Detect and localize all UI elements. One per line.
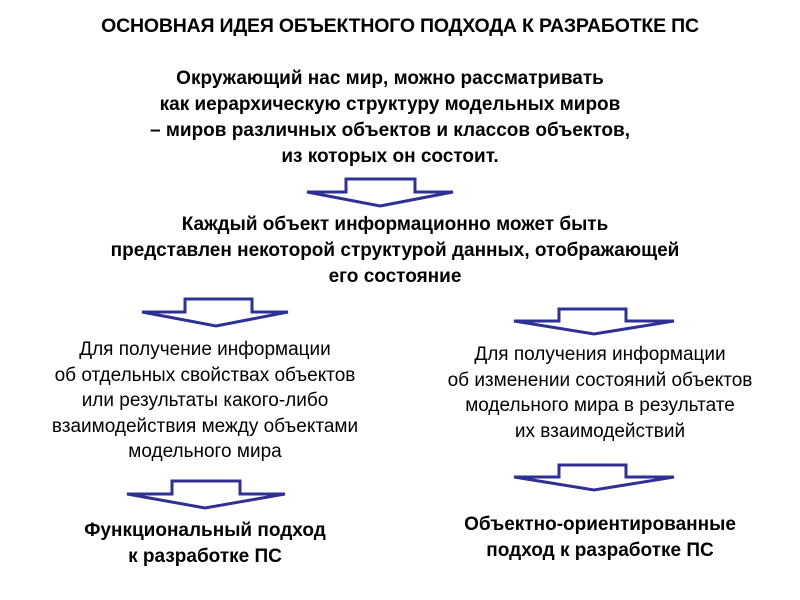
right-branch-result: Объектно-ориентированные подход к разработке ПС [464, 514, 736, 561]
left-branch-text: Для получение информации об отдельных свойствах объектов или результаты какого-либо взаимодействия между объектами модельного мира [51, 339, 359, 462]
down-arrow-icon-left-2 [125, 478, 287, 510]
page-title: ОСНОВНАЯ ИДЕЯ ОБЪЕКТНОГО ПОДХОДА К РАЗРАБОТКЕ ПС [101, 15, 699, 37]
object-statement: Каждый объект информационно может быть представлен некоторой структурой данных, отображающей его состояние [110, 214, 680, 287]
down-arrow-icon-right-2 [512, 462, 676, 492]
down-arrow-icon-left-1 [140, 296, 290, 328]
down-arrow-icon-1 [305, 176, 455, 208]
world-statement: Окружающий нас мир, можно рассматривать как иерархическую структуру модельных миров – миров различных объектов и классов объектов, из которых он состоит. [150, 68, 630, 167]
right-branch-text: Для получения информации об изменении состояний объектов модельного мира в результате их взаимодействий [447, 344, 753, 442]
left-branch-result: Функциональный подход к разработке ПС [84, 520, 326, 567]
down-arrow-icon-right-1 [512, 306, 676, 336]
